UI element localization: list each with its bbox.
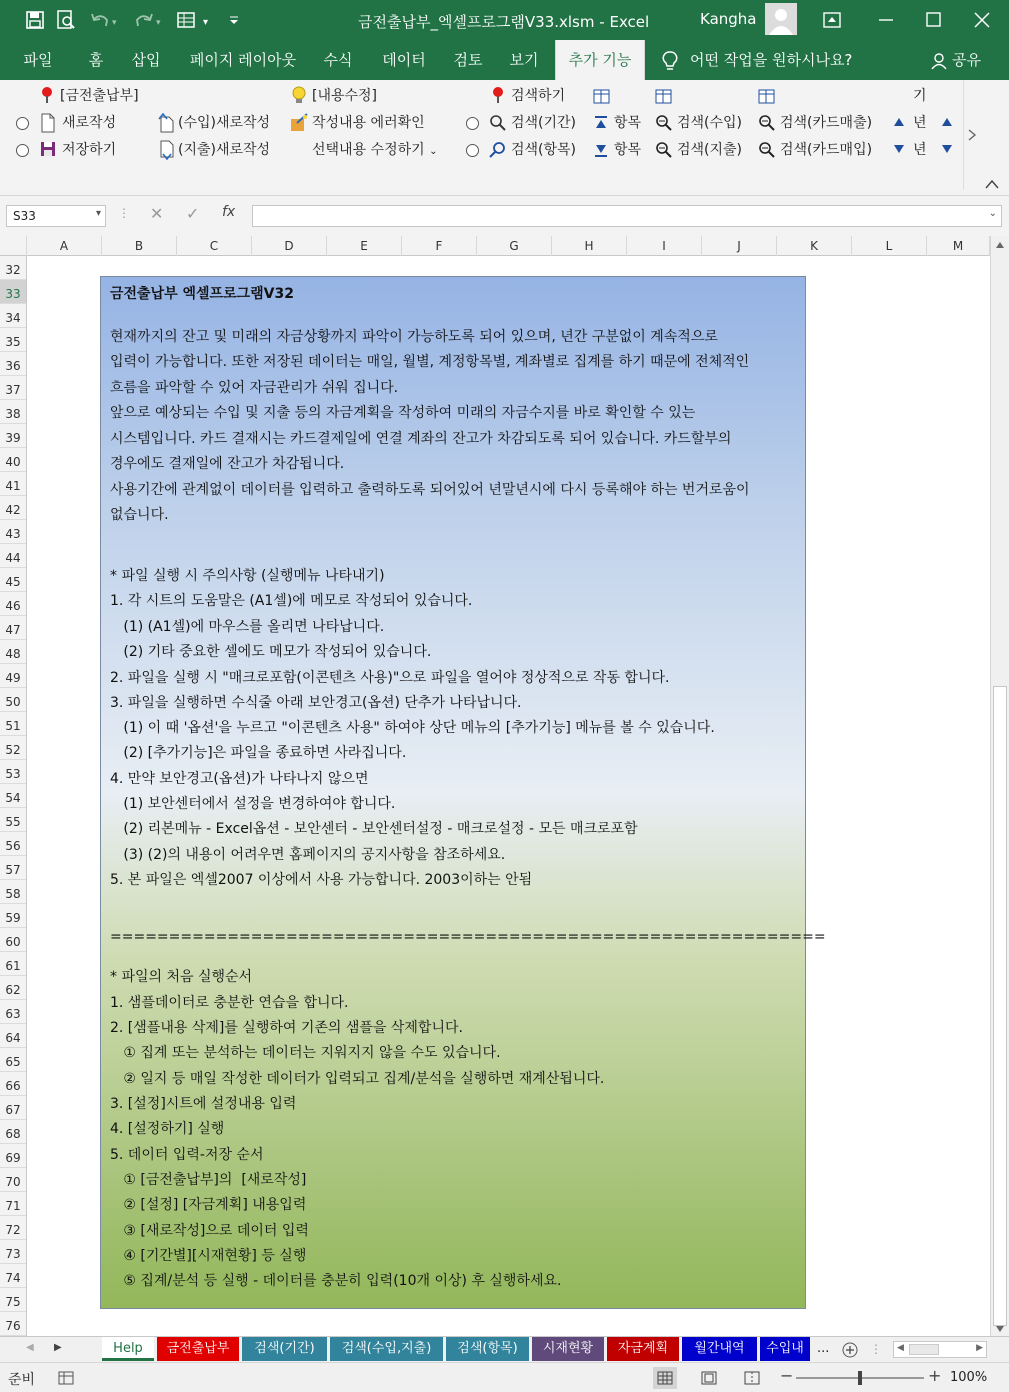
customize-qat-icon[interactable]: [228, 14, 240, 26]
column-header[interactable]: J: [702, 236, 777, 256]
horizontal-scrollbar[interactable]: [893, 1341, 987, 1358]
tab-add-ins[interactable]: 추가 기능: [555, 40, 645, 80]
column-header[interactable]: H: [552, 236, 627, 256]
select-all-corner[interactable]: [0, 236, 27, 256]
radio-search-period[interactable]: [466, 117, 479, 130]
zoom-search-icon-4: [758, 141, 776, 159]
column-header[interactable]: C: [177, 236, 252, 256]
normal-view-icon: [657, 1371, 673, 1385]
group-title-period: 기: [913, 88, 927, 104]
sheet-tab-cash-status[interactable]: 시재현황: [532, 1337, 604, 1361]
row-header[interactable]: 71: [0, 1192, 26, 1216]
column-header[interactable]: M: [927, 236, 990, 256]
radio-save[interactable]: [16, 144, 29, 157]
row-header[interactable]: 61: [0, 952, 26, 976]
share-user-icon[interactable]: [930, 52, 948, 70]
help-text-line: 4. [설정하기] 실행: [110, 1121, 225, 1137]
tab-formulas[interactable]: 수식: [323, 51, 353, 69]
expand-formula-icon: ⌄: [988, 208, 997, 219]
yellow-bulb-icon: [291, 86, 307, 104]
radio-search-item[interactable]: [466, 144, 479, 157]
column-header[interactable]: E: [327, 236, 402, 256]
help-text-line: (2) 기타 중요한 셀에도 메모가 작성되어 있습니다.: [110, 644, 432, 660]
search-card-purchase-button[interactable]: 검색(카드매입): [780, 142, 873, 158]
help-text-line: 입력이 가능합니다. 또한 저장된 데이터는 매일, 월별, 계정항목별, 계좌별로 집계를 하기 때문에 전체적인: [110, 354, 750, 370]
error-check-button[interactable]: 작성내용 에러확인: [312, 115, 425, 131]
help-text-line: ② 일지 등 매일 작성한 데이터가 입력되고 집계/분석을 실행하면 재계산됩니다.: [110, 1071, 605, 1087]
column-header[interactable]: I: [627, 236, 702, 256]
svg-text:▾: ▾: [112, 18, 117, 28]
search-expense-button[interactable]: 검색(지출): [677, 142, 743, 158]
magnifier-icon: [489, 114, 507, 132]
new-button[interactable]: 새로작성: [62, 115, 117, 131]
chevron-right-icon: [967, 128, 977, 142]
row-header[interactable]: 65: [0, 1048, 26, 1072]
zoom-search-icon-2: [655, 141, 673, 159]
help-text-line: 경우에도 결재일에 잔고가 차감됩니다.: [110, 456, 345, 472]
group-title-cashbook: [금전출납부]: [60, 88, 139, 104]
help-text-line: 1. 샘플데이터로 충분한 연습을 합니다.: [110, 995, 349, 1011]
row-header[interactable]: 57: [0, 856, 26, 880]
search-period-button[interactable]: 검색(기간): [511, 115, 577, 131]
income-document-icon: [158, 113, 176, 133]
table-view-icon-2[interactable]: [655, 89, 673, 105]
row-header[interactable]: 35: [0, 328, 26, 352]
save-icon[interactable]: [26, 11, 44, 29]
row-header[interactable]: 41: [0, 472, 26, 496]
sheet-tab-search-item[interactable]: 검색(항목): [446, 1337, 529, 1361]
vertical-scrollbar[interactable]: [990, 236, 1009, 1336]
row-header[interactable]: 49: [0, 664, 26, 688]
tell-me-search[interactable]: 어떤 작업을 원하시나요?: [690, 51, 853, 69]
row-header[interactable]: 62: [0, 976, 26, 1000]
row-header[interactable]: 52: [0, 736, 26, 760]
sheet-tab-search-income-expense[interactable]: 검색(수입,지출): [330, 1337, 443, 1361]
new-document-icon: [40, 113, 56, 133]
avatar[interactable]: [765, 3, 797, 35]
triangle-up-icon: [893, 117, 905, 127]
group-title-search: 검색하기: [511, 88, 566, 104]
table-view-icon-3[interactable]: [758, 89, 776, 105]
zoom-out-button[interactable]: −: [780, 1366, 794, 1385]
zoom-search-icon-3: [758, 114, 776, 132]
user-avatar-icon: [765, 3, 797, 35]
help-text-line: (3) (2)의 내용이 어려우면 홈페이지의 공지사항을 참조하세요.: [110, 847, 506, 863]
triangle-down-icon: [893, 144, 905, 154]
row-header[interactable]: 39: [0, 424, 26, 448]
svg-text:▾: ▾: [203, 17, 209, 28]
scroll-up-icon[interactable]: [994, 240, 1006, 250]
expense-document-icon: [158, 140, 176, 160]
income-new-button[interactable]: (수입)새로작성: [178, 115, 271, 131]
lightbulb-icon: [660, 50, 680, 72]
edit-selected-label: 선택내용 수정하기: [312, 142, 425, 158]
hscroll-left-icon[interactable]: ◀: [897, 1343, 904, 1353]
row-header[interactable]: 68: [0, 1120, 26, 1144]
row-header[interactable]: 74: [0, 1264, 26, 1288]
search-card-sales-button[interactable]: 검색(카드매출): [780, 115, 873, 131]
help-text-line: ① [금전출납부]의 [새로작성]: [110, 1172, 307, 1188]
row-header[interactable]: 38: [0, 400, 26, 424]
item-down-button[interactable]: 항목: [614, 142, 642, 158]
zoom-search-icon: [655, 114, 673, 132]
column-header[interactable]: G: [477, 236, 552, 256]
ribbon-scroll[interactable]: [963, 80, 979, 190]
triangle-down-icon-2[interactable]: [941, 144, 953, 154]
column-header[interactable]: D: [252, 236, 327, 256]
help-text-line: 1. 각 시트의 도움말은 (A1셀)에 메모로 작성되어 있습니다.: [110, 593, 473, 609]
cancel-entry-icon[interactable]: ✕: [150, 204, 164, 223]
sheet-tab-search-period[interactable]: 검색(기간): [242, 1337, 327, 1361]
help-text-line: * 파일의 처음 실행순서: [110, 969, 253, 985]
help-text-line: ② [설정] [자금계획] 내용입력: [110, 1197, 307, 1213]
table-view-icon-1[interactable]: [593, 89, 611, 105]
splitter-handle-icon[interactable]: ⋮: [870, 1342, 882, 1356]
help-heading: 금전출납부 엑셀프로그램V32: [110, 286, 294, 302]
row-header[interactable]: 72: [0, 1216, 26, 1240]
floppy-save-icon: [40, 141, 56, 157]
share-button[interactable]: 공유: [952, 51, 981, 69]
sort-descending-icon: [593, 141, 609, 159]
help-text-line: (1) 이 때 '옵션'을 누르고 "이콘텐츠 사용" 하여야 상단 메뉴의 [추가기능] 메뉴를 볼 수 있습니다.: [110, 720, 715, 736]
row-headers: [0, 256, 27, 1336]
row-header[interactable]: 75: [0, 1288, 26, 1312]
sheet-tab-help[interactable]: Help: [102, 1337, 154, 1361]
insert-function-icon[interactable]: fx: [222, 204, 236, 220]
magnifier-blue-icon: [489, 141, 507, 159]
form-icon[interactable]: [176, 10, 216, 30]
year-down-button[interactable]: 년: [913, 142, 927, 158]
column-headers: [0, 236, 990, 256]
title-bar: [0, 0, 1009, 40]
row-header[interactable]: 66: [0, 1072, 26, 1096]
help-text-box[interactable]: [100, 276, 826, 1309]
title-separator: -: [599, 13, 605, 31]
tab-file[interactable]: 파일: [23, 51, 53, 69]
row-header[interactable]: 46: [0, 592, 26, 616]
row-header[interactable]: 34: [0, 304, 26, 328]
row-header[interactable]: 73: [0, 1240, 26, 1264]
radio-new[interactable]: [16, 117, 29, 130]
row-header[interactable]: 47: [0, 616, 26, 640]
search-income-button[interactable]: 검색(수입): [677, 115, 743, 131]
row-header[interactable]: 48: [0, 640, 26, 664]
triangle-up-icon-2[interactable]: [941, 117, 953, 127]
column-header[interactable]: L: [852, 236, 927, 256]
save-button[interactable]: 저장하기: [62, 142, 117, 158]
formula-bar: [0, 196, 1009, 236]
help-text-line: 3. [설정]시트에 설정내용 입력: [110, 1096, 297, 1112]
row-header[interactable]: 54: [0, 784, 26, 808]
sheet-tab-income[interactable]: 수입내: [760, 1337, 810, 1361]
row-header[interactable]: 33: [0, 280, 26, 304]
tab-view[interactable]: 보기: [509, 51, 539, 69]
group-title-edit: [내용수정]: [312, 88, 378, 104]
ready-status: 준비: [8, 1372, 36, 1388]
year-up-button[interactable]: 년: [913, 115, 927, 131]
search-item-button[interactable]: 검색(항목): [511, 142, 577, 158]
tab-review[interactable]: 검토: [453, 51, 483, 69]
help-text-line: 2. 파일을 실행 시 "매크로포함(이콘텐츠 사용)"으로 파일을 열어야 정상적으로 작동 합니다.: [110, 670, 670, 686]
row-header[interactable]: 36: [0, 352, 26, 376]
window-title: [358, 11, 649, 32]
error-check-icon: [289, 113, 309, 133]
hscroll-thumb[interactable]: [909, 1344, 939, 1355]
tab-page-layout[interactable]: 페이지 레이아웃: [189, 51, 297, 69]
close-icon[interactable]: [972, 10, 992, 30]
zoom-level[interactable]: 100%: [950, 1370, 988, 1385]
row-header[interactable]: 42: [0, 496, 26, 520]
zoom-slider-thumb[interactable]: [858, 1371, 862, 1385]
status-bar: [0, 1362, 1009, 1392]
help-text-line: ⑤ 집계/분석 등 실행 - 데이터를 충분히 입력(10개 이상) 후 실행하세요.: [110, 1273, 562, 1289]
row-header[interactable]: 44: [0, 544, 26, 568]
row-header[interactable]: 53: [0, 760, 26, 784]
sheet-tab-fund-plan[interactable]: 자금계획: [607, 1337, 679, 1361]
help-text-line: 2. [샘플내용 삭제]를 실행하여 기존의 샘플을 삭제합니다.: [110, 1020, 463, 1036]
row-header[interactable]: 55: [0, 808, 26, 832]
row-header[interactable]: 76: [0, 1312, 26, 1336]
help-text-line: 사용기간에 관계없이 데이터를 입력하고 출력하도록 되어있어 년말년시에 다시 등록해야 하는 번거로움이: [110, 482, 750, 498]
row-header[interactable]: 64: [0, 1024, 26, 1048]
minimize-icon[interactable]: [876, 10, 896, 30]
sheet-tabs-bar: [0, 1336, 1009, 1362]
help-text-line: (2) [추가기능]은 파일을 종료하면 사라집니다.: [110, 745, 407, 761]
help-text-line: * 파일 실행 시 주의사항 (실행메뉴 나타내기): [110, 568, 385, 584]
collapse-ribbon-icon[interactable]: [984, 178, 1000, 190]
help-text-line: 앞으로 예상되는 수입 및 지출 등의 자금계획을 작성하여 미래의 자금수지를 바로 확인할 수 있는: [110, 405, 696, 421]
add-sheet-icon[interactable]: [842, 1342, 858, 1358]
help-text-line: (1) (A1셀)에 마우스를 올리면 나타납니다.: [110, 619, 385, 635]
row-header[interactable]: 32: [0, 256, 26, 280]
help-text-line: 현재까지의 잔고 및 미래의 자금상황까지 파악이 가능하도록 되어 있으며, 년간 구분없이 계속적으로: [110, 329, 718, 345]
more-tabs-button[interactable]: ...: [817, 1341, 830, 1356]
red-pin-icon-2: [491, 86, 505, 104]
scroll-thumb[interactable]: [993, 686, 1007, 1326]
help-text-line: (1) 보안센터에서 설정을 변경하여야 합니다.: [110, 796, 396, 812]
dropdown-chevron-icon: ⌄: [429, 146, 438, 157]
help-text-line: 5. 데이터 입력-저장 순서: [110, 1147, 264, 1163]
sort-ascending-icon: [593, 114, 609, 132]
help-text-line: ④ [기간별][시재현황] 등 실행: [110, 1248, 307, 1264]
name-box-value: S33: [13, 209, 36, 223]
name-box-chevron-icon: ▾: [95, 208, 101, 219]
help-text-line: 4. 만약 보안경고(옵션)가 나타나지 않으면: [110, 771, 369, 787]
ribbon-panel: [0, 80, 1009, 196]
svg-text:▾: ▾: [156, 18, 161, 28]
edit-selected-dropdown[interactable]: [312, 139, 438, 161]
expense-new-button[interactable]: (지출)새로작성: [178, 142, 271, 158]
name-box[interactable]: [6, 205, 106, 227]
page-break-view-icon[interactable]: [744, 1371, 760, 1385]
row-header[interactable]: 63: [0, 1000, 26, 1024]
sheet-tab-cashbook[interactable]: 금전출납부: [157, 1337, 239, 1361]
help-text-line: ① 집계 또는 분석하는 데이터는 지워지지 않을 수도 있습니다.: [110, 1045, 501, 1061]
tab-insert[interactable]: 삽입: [131, 51, 161, 69]
file-name: 금전출납부_엑셀프로그램V33.xlsm: [358, 13, 595, 31]
column-header[interactable]: F: [402, 236, 477, 256]
red-pin-icon: [40, 86, 54, 104]
row-header[interactable]: 60: [0, 928, 26, 952]
row-header[interactable]: 45: [0, 568, 26, 592]
row-header[interactable]: 50: [0, 688, 26, 712]
normal-view-button[interactable]: [653, 1367, 677, 1389]
row-header[interactable]: 43: [0, 520, 26, 544]
ribbon-display-options-icon[interactable]: [822, 10, 842, 30]
tab-data[interactable]: 데이터: [382, 51, 426, 69]
help-text-line: (2) 리본메뉴 - Excel옵션 - 보안센터 - 보안센터설정 - 매크로설정 - 모든 매크로포함: [110, 821, 638, 837]
tab-scroll-right-icon[interactable]: ▶: [54, 1342, 62, 1353]
row-header[interactable]: 70: [0, 1168, 26, 1192]
help-text-line: 없습니다.: [110, 507, 169, 523]
confirm-entry-icon[interactable]: ✓: [186, 204, 200, 223]
item-up-button[interactable]: 항목: [614, 115, 642, 131]
zoom-in-button[interactable]: +: [928, 1366, 942, 1385]
column-header[interactable]: B: [102, 236, 177, 256]
row-header[interactable]: 67: [0, 1096, 26, 1120]
macro-record-icon[interactable]: [58, 1371, 74, 1385]
row-header[interactable]: 59: [0, 904, 26, 928]
column-header[interactable]: K: [777, 236, 852, 256]
app-name: Excel: [609, 13, 650, 31]
tab-home[interactable]: 홈: [88, 51, 104, 69]
help-text-line: 흐름을 파악할 수 있어 자금관리가 쉬워 집니다.: [110, 380, 399, 396]
help-text-line: 시스템입니다. 카드 결재시는 카드결제일에 연결 계좌의 잔고가 차감되도록 되어 있습니다. 카드할부의: [110, 431, 732, 447]
help-text-line: 3. 파일을 실행하면 수식줄 아래 보안경고(옵션) 단추가 나타납니다.: [110, 695, 522, 711]
help-text-line: 5. 본 파일은 엑셀2007 이상에서 사용 가능합니다. 2003이하는 안됨: [110, 872, 533, 888]
row-header[interactable]: 51: [0, 712, 26, 736]
help-text-line: ③ [새로작성]으로 데이터 입력: [110, 1223, 309, 1239]
undo-icon[interactable]: [90, 11, 120, 29]
zoom-slider[interactable]: [796, 1377, 924, 1379]
row-header[interactable]: 58: [0, 880, 26, 904]
ribbon-tabs: [0, 40, 1009, 80]
row-header[interactable]: 37: [0, 376, 26, 400]
formula-input[interactable]: [252, 205, 1002, 227]
print-preview-icon[interactable]: [56, 10, 76, 30]
page-layout-view-icon[interactable]: [701, 1371, 717, 1385]
row-header[interactable]: 56: [0, 832, 26, 856]
help-text-line: =============================================================: [110, 929, 826, 945]
row-header[interactable]: 69: [0, 1144, 26, 1168]
redo-icon[interactable]: [134, 11, 164, 29]
scroll-down-icon[interactable]: [994, 1324, 1006, 1334]
tab-scroll-left-icon[interactable]: ◀: [26, 1342, 34, 1353]
user-name[interactable]: Kangha: [700, 10, 757, 28]
sheet-tab-monthly[interactable]: 월간내역: [682, 1337, 757, 1361]
column-header[interactable]: A: [27, 236, 102, 256]
maximize-icon[interactable]: [924, 10, 944, 30]
hscroll-right-icon[interactable]: ▶: [976, 1343, 983, 1353]
row-header[interactable]: 40: [0, 448, 26, 472]
formula-bar-dots-icon: ⋮: [118, 206, 130, 220]
